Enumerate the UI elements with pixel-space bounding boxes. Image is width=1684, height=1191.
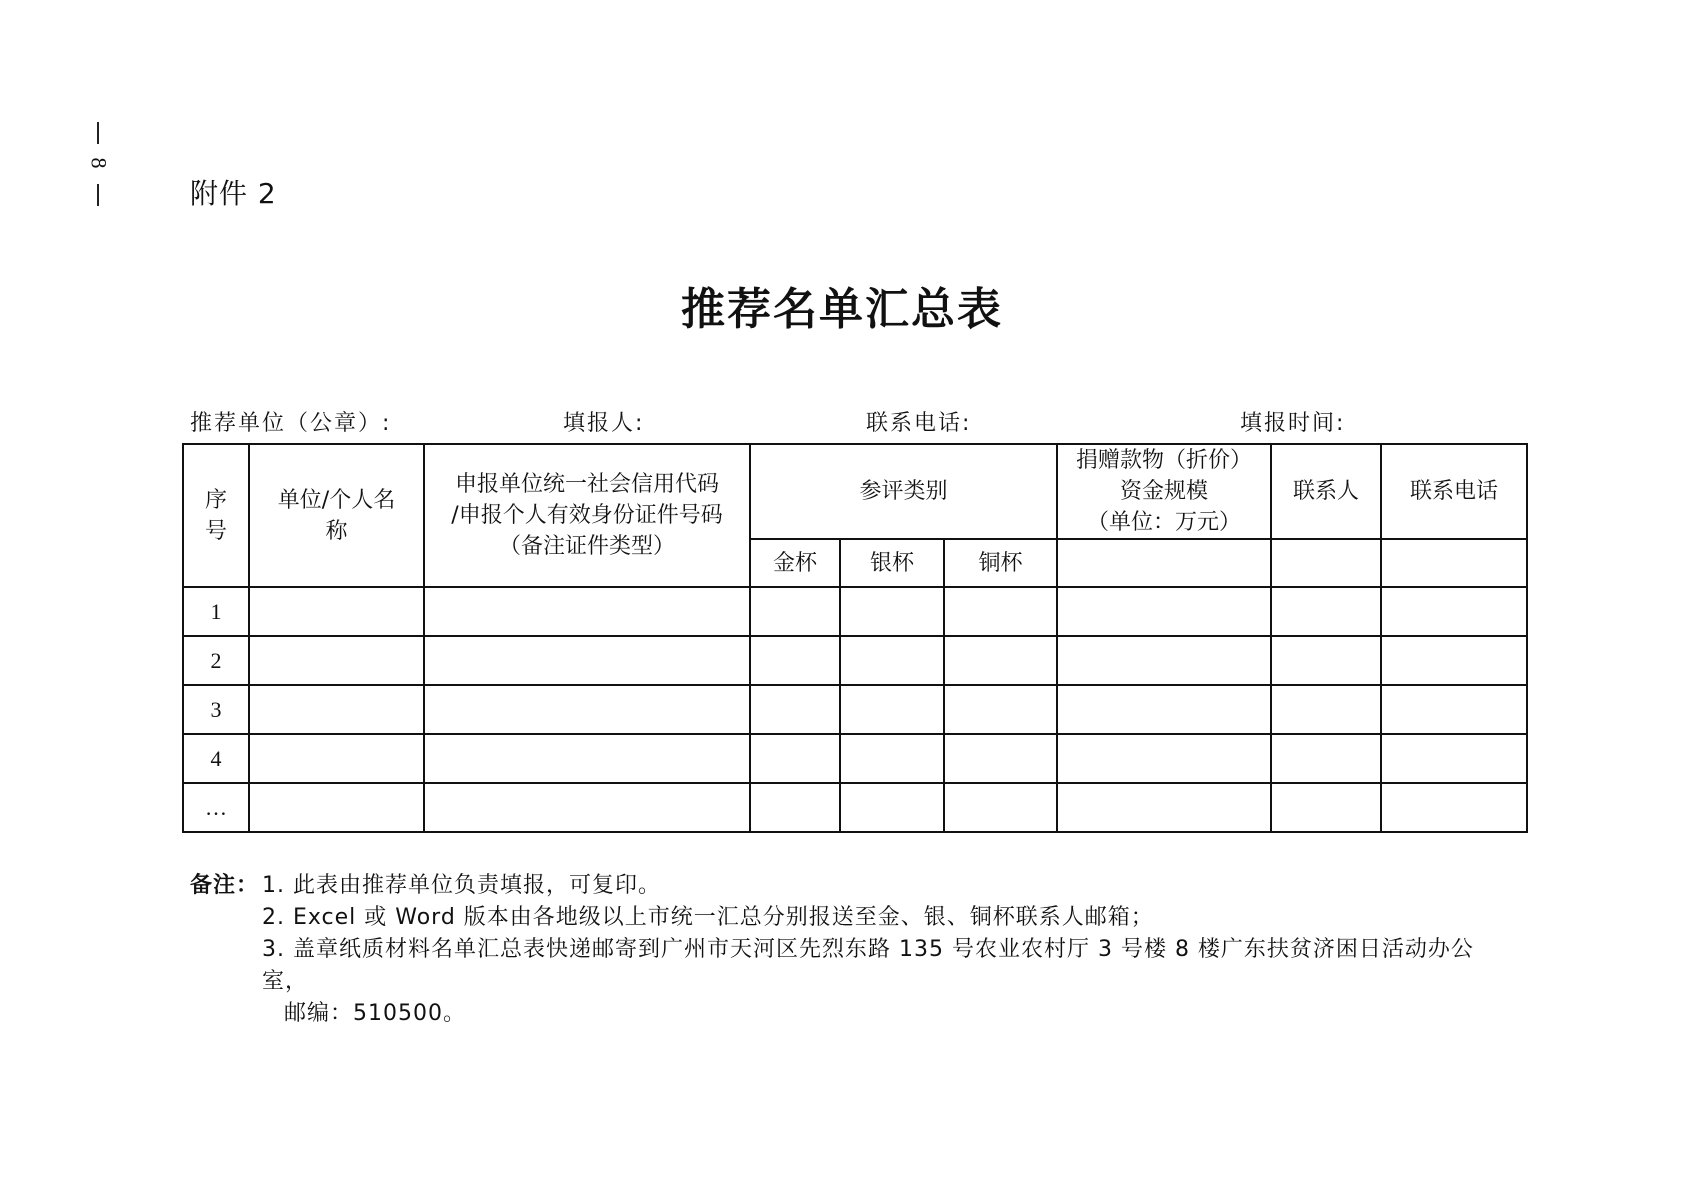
cell-silver[interactable] xyxy=(840,783,944,832)
header-name xyxy=(249,444,424,587)
cell-contact-phone[interactable] xyxy=(1381,587,1527,636)
row-seq: 3 xyxy=(183,685,249,734)
cell-contact-phone[interactable] xyxy=(1381,636,1527,685)
cell-contact-phone[interactable] xyxy=(1381,783,1527,832)
cell-id[interactable] xyxy=(424,685,750,734)
header-donation xyxy=(1057,444,1271,539)
row-seq: 1 xyxy=(183,587,249,636)
note-item-continuation: 邮编：510500。 xyxy=(284,1001,466,1026)
cell-contact[interactable] xyxy=(1271,636,1381,685)
table-row xyxy=(183,783,1527,832)
cell-bronze[interactable] xyxy=(944,685,1057,734)
cell-bronze[interactable] xyxy=(944,587,1057,636)
header-name-text: 单位/个人名称 xyxy=(277,487,396,544)
cell-silver[interactable] xyxy=(840,636,944,685)
cell-contact-phone[interactable] xyxy=(1381,734,1527,783)
cell-donation[interactable] xyxy=(1057,636,1271,685)
header-contact: 联系人 xyxy=(1271,444,1381,539)
cell-id[interactable] xyxy=(424,734,750,783)
cell-name[interactable] xyxy=(249,734,424,783)
header-seq-text: 序号 xyxy=(204,487,227,544)
attachment-label: 附件 2 xyxy=(190,177,277,210)
note-row xyxy=(190,998,1534,1030)
document-title: 推荐名单汇总表 xyxy=(681,284,1003,335)
header-seq xyxy=(183,444,249,587)
cell-id[interactable] xyxy=(424,636,750,685)
note-row xyxy=(190,870,1534,902)
table-row xyxy=(183,587,1527,636)
cell-bronze[interactable] xyxy=(944,734,1057,783)
summary-table xyxy=(182,443,1528,833)
header-row-primary xyxy=(183,444,1527,539)
header-donation-blank xyxy=(1057,539,1271,587)
page-number-dash-bottom xyxy=(97,184,99,206)
cell-donation[interactable] xyxy=(1057,783,1271,832)
cell-donation[interactable] xyxy=(1057,685,1271,734)
header-contact-phone-blank xyxy=(1381,539,1527,587)
page-number xyxy=(84,122,112,206)
cell-gold[interactable] xyxy=(750,587,840,636)
row-seq: … xyxy=(183,783,249,832)
cell-id[interactable] xyxy=(424,783,750,832)
cell-contact[interactable] xyxy=(1271,587,1381,636)
header-id-line3: （备注证件类型） xyxy=(498,534,675,559)
note-row xyxy=(190,934,1534,998)
header-contact-phone: 联系电话 xyxy=(1381,444,1527,539)
cell-silver[interactable] xyxy=(840,734,944,783)
header-id-line1: 申报单位统一社会信用代码 xyxy=(454,472,719,497)
cell-gold[interactable] xyxy=(750,734,840,783)
row-seq: 2 xyxy=(183,636,249,685)
header-donation-line2: 资金规模 xyxy=(1120,479,1209,504)
cell-name[interactable] xyxy=(249,636,424,685)
cell-contact[interactable] xyxy=(1271,734,1381,783)
cell-bronze[interactable] xyxy=(944,783,1057,832)
cell-gold[interactable] xyxy=(750,636,840,685)
header-donation-line3: （单位：万元） xyxy=(1087,510,1242,535)
notes-label: 备注： xyxy=(190,873,260,898)
table-row xyxy=(183,734,1527,783)
cell-donation[interactable] xyxy=(1057,587,1271,636)
cell-bronze[interactable] xyxy=(944,636,1057,685)
notes-section xyxy=(190,870,1534,1030)
page-number-dash-top xyxy=(97,122,99,144)
meta-time-label: 填报时间: xyxy=(1240,411,1346,436)
header-contact-blank xyxy=(1271,539,1381,587)
cell-name[interactable] xyxy=(249,587,424,636)
cell-gold[interactable] xyxy=(750,783,840,832)
cell-silver[interactable] xyxy=(840,587,944,636)
cell-name[interactable] xyxy=(249,783,424,832)
note-item: 3. 盖章纸质材料名单汇总表快递邮寄到广州市天河区先烈东路 135 号农业农村厅 3 号楼 8 楼广东扶贫济困日活动办公室， xyxy=(262,937,1474,994)
cell-contact[interactable] xyxy=(1271,783,1381,832)
table-row xyxy=(183,636,1527,685)
meta-filler-label: 填报人: xyxy=(563,411,645,436)
note-row xyxy=(190,902,1534,934)
note-item: 2. Excel 或 Word 版本由各地级以上市统一汇总分别报送至金、银、铜杯联系人邮箱； xyxy=(262,905,1154,930)
cell-donation[interactable] xyxy=(1057,734,1271,783)
header-silver: 银杯 xyxy=(840,539,944,587)
header-bronze: 铜杯 xyxy=(944,539,1057,587)
meta-phone-label: 联系电话: xyxy=(866,411,972,436)
row-seq: 4 xyxy=(183,734,249,783)
header-gold: 金杯 xyxy=(750,539,840,587)
header-category: 参评类别 xyxy=(750,444,1057,539)
meta-unit-label: 推荐单位（公章）: xyxy=(190,411,392,436)
note-item: 1. 此表由推荐单位负责填报，可复印。 xyxy=(262,873,661,898)
header-donation-line1: 捐赠款物（折价） xyxy=(1076,448,1253,473)
cell-gold[interactable] xyxy=(750,685,840,734)
meta-line xyxy=(0,406,1684,436)
header-id xyxy=(424,444,750,587)
header-id-line2: /申报个人有效身份证件号码 xyxy=(451,503,723,528)
cell-contact-phone[interactable] xyxy=(1381,685,1527,734)
page-number-value: 8 xyxy=(86,157,111,169)
cell-id[interactable] xyxy=(424,587,750,636)
cell-silver[interactable] xyxy=(840,685,944,734)
cell-name[interactable] xyxy=(249,685,424,734)
table-row xyxy=(183,685,1527,734)
cell-contact[interactable] xyxy=(1271,685,1381,734)
